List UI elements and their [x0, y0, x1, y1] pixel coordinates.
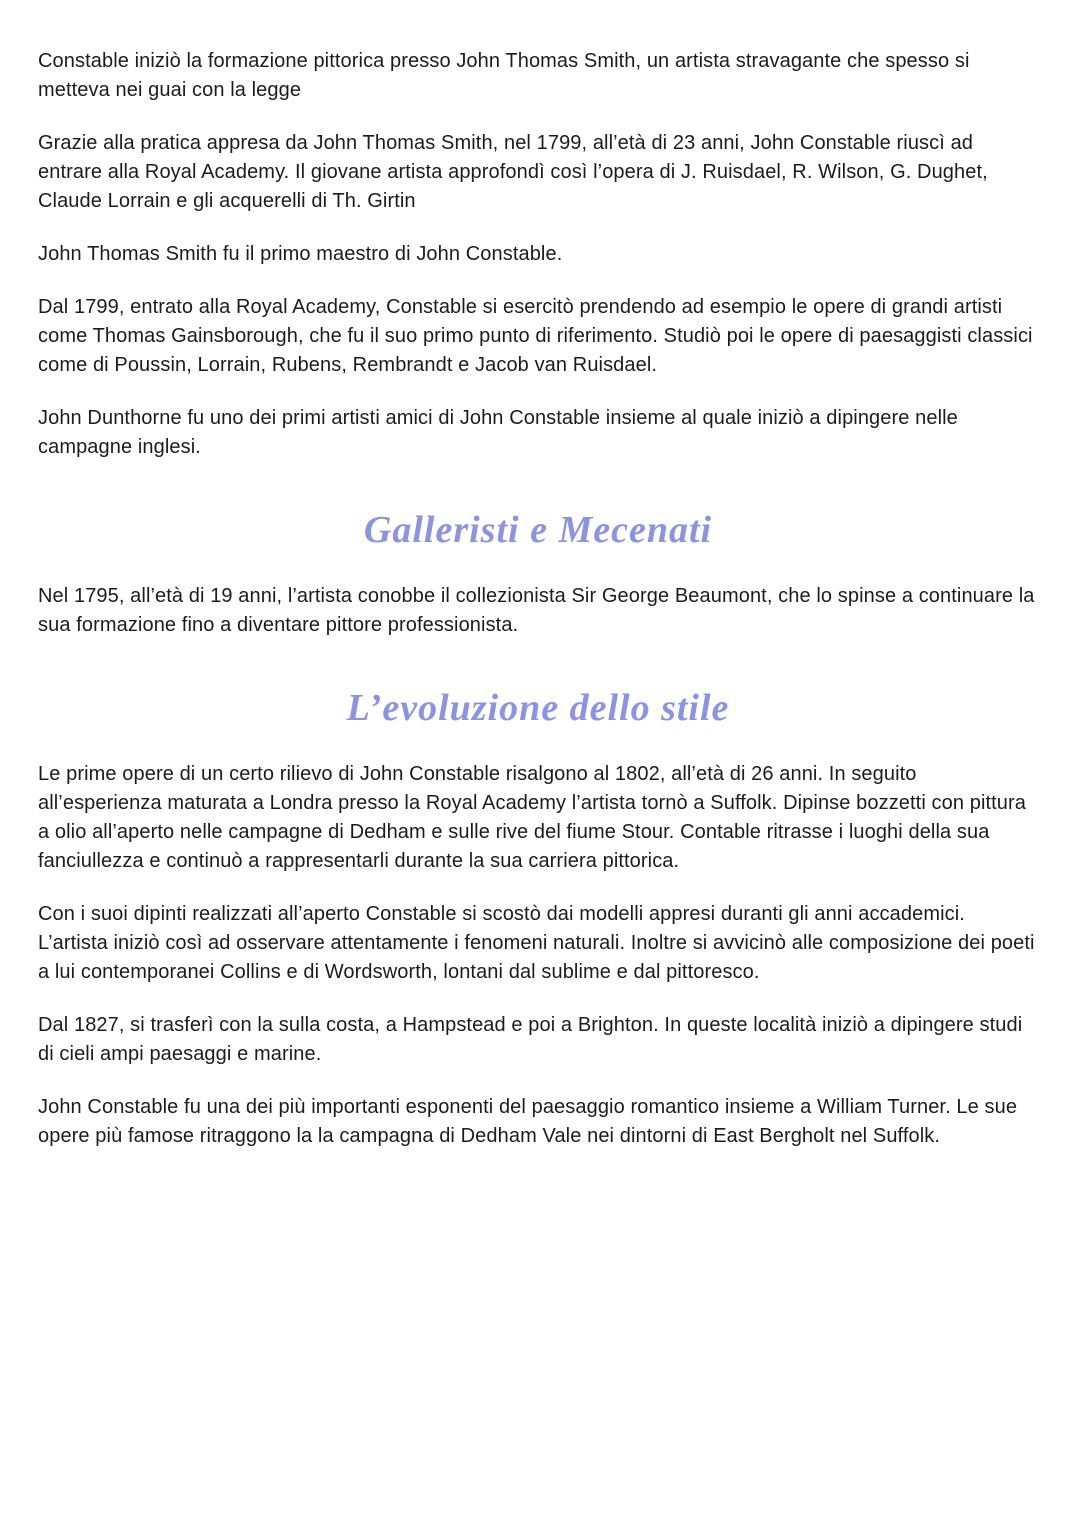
paragraph-galleristi-1: Nel 1795, all’età di 19 anni, l’artista conobbe il collezionista Sir George Beaumont, che lo spinse a continuare la sua formazione fino a diventare pittore professionista. [38, 585, 1035, 636]
paragraph-evoluzione-3: Dal 1827, si trasferì con la sulla costa, a Hampstead e poi a Brighton. In queste località iniziò a dipingere studi di cieli ampi paesaggi e marine. [38, 1014, 1023, 1065]
paragraph-intro-5: John Dunthorne fu uno dei primi artisti amici di John Constable insieme al quale iniziò a dipingere nelle campagne inglesi. [38, 407, 958, 458]
paragraph-intro-4: Dal 1799, entrato alla Royal Academy, Constable si esercitò prendendo ad esempio le opere di grandi artisti come Thomas Gainsborough, che fu il suo primo punto di riferimento. Studiò poi le opere di paesaggisti classici come di Poussin, Lorrain, Rubens, Rembrandt e Jacob van Ruisdael. [38, 296, 1033, 376]
section-heading-galleristi-e-mecenati: Galleristi e Mecenati [363, 509, 713, 551]
section-heading-evoluzione-dello-stile: L’evoluzione dello stile [346, 687, 730, 729]
paragraph-intro-3: John Thomas Smith fu il primo maestro di John Constable. [38, 243, 563, 265]
paragraph-intro-2: Grazie alla pratica appresa da John Thomas Smith, nel 1799, all’età di 23 anni, John Constable riuscì ad entrare alla Royal Academy. Il giovane artista approfondì così l’opera di J. Ruisdael, R. Wilson, G. Dughet, Claude Lorrain e gli acquerelli di Th. Girtin [38, 132, 988, 212]
paragraph-evoluzione-1: Le prime opere di un certo rilievo di John Constable risalgono al 1802, all’età di 26 anni. In seguito all’esperienza maturata a Londra presso la Royal Academy l’artista tornò a Suffolk. Dipinse bozzetti con pittura a olio all’aperto nelle campagne di Dedham e sulle rive del fiume Stour. Contable ritrasse i luoghi della sua fanciullezza e continuò a rappresentarli durante la sua carriera pittorica. [38, 763, 1027, 872]
paragraph-intro-1: Constable iniziò la formazione pittorica presso John Thomas Smith, un artista stravagante che spesso si metteva nei guai con la legge [38, 50, 970, 101]
paragraph-evoluzione-2: Con i suoi dipinti realizzati all’aperto Constable si scostò dai modelli appresi duranti gli anni accademici. L’artista iniziò così ad osservare attentamente i fenomeni naturali. Inoltre si avvicinò alle composizione dei poeti a lui contemporanei Collins e di Wordsworth, lontani dal sublime e dal pittoresco. [38, 903, 1035, 983]
paragraph-evoluzione-4: John Constable fu una dei più importanti esponenti del paesaggio romantico insieme a William Turner. Le sue opere più famose ritraggono la la campagna di Dedham Vale nei dintorni di East Bergholt nel Suffolk. [38, 1096, 1018, 1147]
